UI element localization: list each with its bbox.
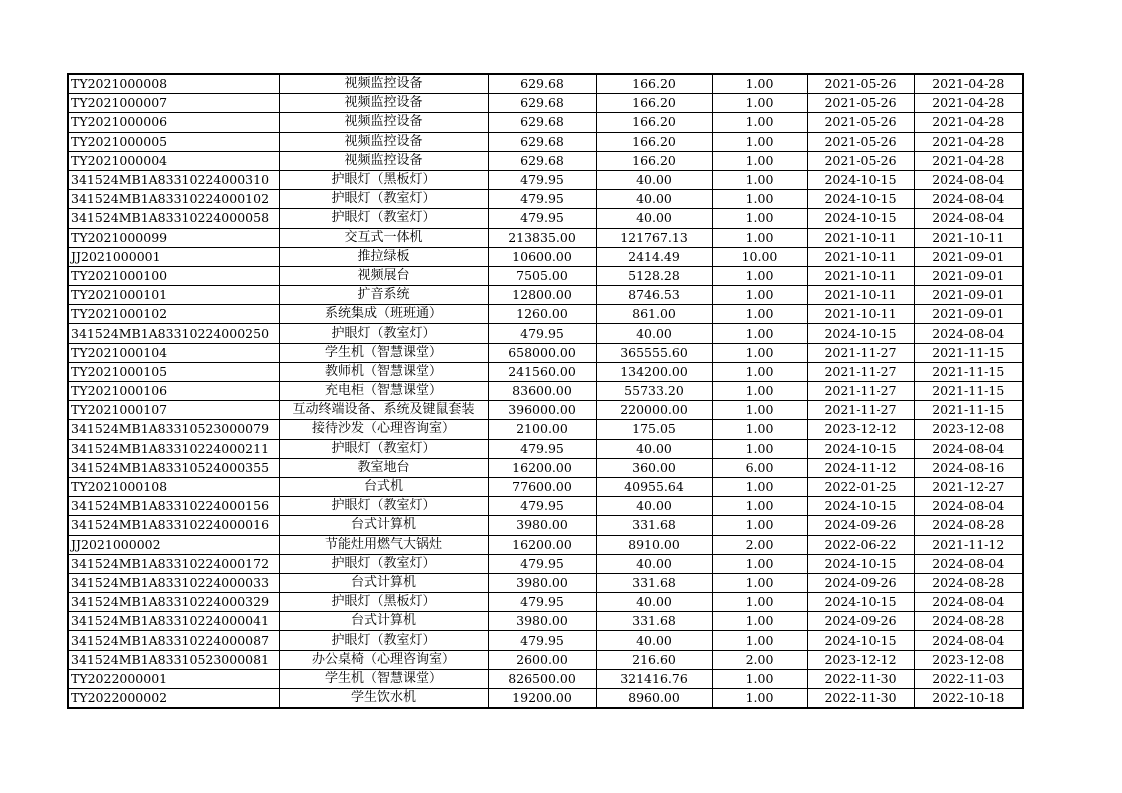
net-value-cell: 5128.28 xyxy=(596,266,712,285)
net-value-cell: 220000.00 xyxy=(596,401,712,420)
net-value-cell: 40.00 xyxy=(596,209,712,228)
table-row xyxy=(68,113,1023,132)
asset-code-cell: 341524MB1A83310224000310 xyxy=(68,170,279,189)
net-value-cell: 216.60 xyxy=(596,650,712,669)
table-row xyxy=(68,420,1023,439)
asset-code-cell: TY2021000007 xyxy=(68,94,279,113)
quantity-cell: 2.00 xyxy=(712,535,807,554)
original-value-cell: 479.95 xyxy=(488,190,596,209)
net-value-cell: 40.00 xyxy=(596,190,712,209)
table-row xyxy=(68,477,1023,496)
net-value-cell: 331.68 xyxy=(596,573,712,592)
original-value-cell: 826500.00 xyxy=(488,669,596,688)
table-row xyxy=(68,401,1023,420)
quantity-cell: 1.00 xyxy=(712,343,807,362)
asset-code-cell: TY2021000099 xyxy=(68,228,279,247)
asset-name-cell: 接待沙发（心理咨询室） xyxy=(279,420,488,439)
asset-name-cell: 护眼灯（教室灯） xyxy=(279,631,488,650)
quantity-cell: 1.00 xyxy=(712,132,807,151)
date-cell: 2024-10-15 xyxy=(807,190,914,209)
original-value-cell: 2100.00 xyxy=(488,420,596,439)
asset-name-cell: 办公桌椅（心理咨询室） xyxy=(279,650,488,669)
net-value-cell: 134200.00 xyxy=(596,362,712,381)
asset-code-cell: 341524MB1A83310524000355 xyxy=(68,458,279,477)
asset-name-cell: 台式计算机 xyxy=(279,516,488,535)
original-value-cell: 3980.00 xyxy=(488,573,596,592)
table-row xyxy=(68,593,1023,612)
table-row xyxy=(68,228,1023,247)
asset-code-cell: TY2021000006 xyxy=(68,113,279,132)
original-value-cell: 479.95 xyxy=(488,497,596,516)
quantity-cell: 1.00 xyxy=(712,497,807,516)
date-cell: 2024-09-26 xyxy=(807,516,914,535)
date-cell: 2021-11-27 xyxy=(807,343,914,362)
date-cell: 2022-01-25 xyxy=(807,477,914,496)
table-row xyxy=(68,669,1023,688)
date-cell: 2024-10-15 xyxy=(807,209,914,228)
table-row xyxy=(68,305,1023,324)
date-cell: 2022-06-22 xyxy=(807,535,914,554)
asset-name-cell: 护眼灯（教室灯） xyxy=(279,324,488,343)
asset-code-cell: 341524MB1A83310224000102 xyxy=(68,190,279,209)
date-cell: 2021-05-26 xyxy=(807,132,914,151)
acquisition-date-cell: 2021-04-28 xyxy=(914,74,1023,94)
net-value-cell: 40.00 xyxy=(596,324,712,343)
asset-name-cell: 护眼灯（教室灯） xyxy=(279,190,488,209)
asset-code-cell: TY2022000001 xyxy=(68,669,279,688)
asset-name-cell: 充电柜（智慧课堂） xyxy=(279,382,488,401)
table-row xyxy=(68,170,1023,189)
quantity-cell: 1.00 xyxy=(712,94,807,113)
original-value-cell: 1260.00 xyxy=(488,305,596,324)
table-row xyxy=(68,535,1023,554)
acquisition-date-cell: 2021-10-11 xyxy=(914,228,1023,247)
quantity-cell: 6.00 xyxy=(712,458,807,477)
asset-name-cell: 护眼灯（黑板灯） xyxy=(279,170,488,189)
net-value-cell: 40.00 xyxy=(596,631,712,650)
table-row xyxy=(68,497,1023,516)
date-cell: 2021-10-11 xyxy=(807,266,914,285)
quantity-cell: 1.00 xyxy=(712,228,807,247)
asset-name-cell: 学生机（智慧课堂） xyxy=(279,669,488,688)
table-row xyxy=(68,151,1023,170)
original-value-cell: 213835.00 xyxy=(488,228,596,247)
original-value-cell: 479.95 xyxy=(488,324,596,343)
asset-code-cell: TY2021000005 xyxy=(68,132,279,151)
acquisition-date-cell: 2024-08-04 xyxy=(914,324,1023,343)
acquisition-date-cell: 2021-12-27 xyxy=(914,477,1023,496)
quantity-cell: 1.00 xyxy=(712,362,807,381)
asset-table xyxy=(67,73,1024,709)
table-row xyxy=(68,362,1023,381)
asset-name-cell: 视频监控设备 xyxy=(279,151,488,170)
asset-code-cell: TY2021000004 xyxy=(68,151,279,170)
net-value-cell: 360.00 xyxy=(596,458,712,477)
asset-name-cell: 教师机（智慧课堂） xyxy=(279,362,488,381)
quantity-cell: 1.00 xyxy=(712,554,807,573)
table-row xyxy=(68,439,1023,458)
date-cell: 2024-10-15 xyxy=(807,631,914,650)
asset-code-cell: 341524MB1A83310224000172 xyxy=(68,554,279,573)
net-value-cell: 166.20 xyxy=(596,132,712,151)
date-cell: 2021-10-11 xyxy=(807,247,914,266)
date-cell: 2021-11-27 xyxy=(807,382,914,401)
quantity-cell: 1.00 xyxy=(712,266,807,285)
asset-code-cell: 341524MB1A83310224000156 xyxy=(68,497,279,516)
date-cell: 2024-10-15 xyxy=(807,554,914,573)
table-row xyxy=(68,209,1023,228)
date-cell: 2024-10-15 xyxy=(807,497,914,516)
quantity-cell: 1.00 xyxy=(712,190,807,209)
quantity-cell: 1.00 xyxy=(712,420,807,439)
original-value-cell: 83600.00 xyxy=(488,382,596,401)
acquisition-date-cell: 2024-08-04 xyxy=(914,170,1023,189)
table-row xyxy=(68,573,1023,592)
asset-name-cell: 护眼灯（教室灯） xyxy=(279,497,488,516)
quantity-cell: 1.00 xyxy=(712,477,807,496)
table-row xyxy=(68,382,1023,401)
asset-name-cell: 视频监控设备 xyxy=(279,74,488,94)
original-value-cell: 77600.00 xyxy=(488,477,596,496)
net-value-cell: 321416.76 xyxy=(596,669,712,688)
acquisition-date-cell: 2024-08-04 xyxy=(914,631,1023,650)
asset-code-cell: 341524MB1A83310224000041 xyxy=(68,612,279,631)
acquisition-date-cell: 2024-08-04 xyxy=(914,209,1023,228)
asset-name-cell: 台式计算机 xyxy=(279,612,488,631)
acquisition-date-cell: 2024-08-04 xyxy=(914,190,1023,209)
original-value-cell: 479.95 xyxy=(488,439,596,458)
acquisition-date-cell: 2022-10-18 xyxy=(914,689,1023,709)
acquisition-date-cell: 2021-04-28 xyxy=(914,151,1023,170)
asset-code-cell: TY2021000108 xyxy=(68,477,279,496)
net-value-cell: 40.00 xyxy=(596,439,712,458)
table-row xyxy=(68,343,1023,362)
asset-code-cell: 341524MB1A83310224000016 xyxy=(68,516,279,535)
table-row xyxy=(68,247,1023,266)
net-value-cell: 175.05 xyxy=(596,420,712,439)
table-row xyxy=(68,74,1023,94)
table-row xyxy=(68,324,1023,343)
table-row xyxy=(68,631,1023,650)
acquisition-date-cell: 2024-08-28 xyxy=(914,516,1023,535)
asset-name-cell: 学生饮水机 xyxy=(279,689,488,709)
net-value-cell: 40.00 xyxy=(596,554,712,573)
quantity-cell: 1.00 xyxy=(712,286,807,305)
table-row xyxy=(68,554,1023,573)
date-cell: 2022-11-30 xyxy=(807,669,914,688)
net-value-cell: 8960.00 xyxy=(596,689,712,709)
asset-name-cell: 学生机（智慧课堂） xyxy=(279,343,488,362)
acquisition-date-cell: 2021-11-12 xyxy=(914,535,1023,554)
quantity-cell: 1.00 xyxy=(712,305,807,324)
asset-name-cell: 视频监控设备 xyxy=(279,113,488,132)
original-value-cell: 629.68 xyxy=(488,151,596,170)
net-value-cell: 861.00 xyxy=(596,305,712,324)
table-row xyxy=(68,132,1023,151)
asset-name-cell: 护眼灯（教室灯） xyxy=(279,439,488,458)
asset-code-cell: TY2021000008 xyxy=(68,74,279,94)
asset-code-cell: TY2022000002 xyxy=(68,689,279,709)
asset-code-cell: TY2021000100 xyxy=(68,266,279,285)
date-cell: 2024-10-15 xyxy=(807,324,914,343)
net-value-cell: 40955.64 xyxy=(596,477,712,496)
quantity-cell: 1.00 xyxy=(712,151,807,170)
quantity-cell: 1.00 xyxy=(712,439,807,458)
date-cell: 2023-12-12 xyxy=(807,650,914,669)
asset-code-cell: TY2021000105 xyxy=(68,362,279,381)
net-value-cell: 55733.20 xyxy=(596,382,712,401)
asset-name-cell: 推拉绿板 xyxy=(279,247,488,266)
asset-name-cell: 扩音系统 xyxy=(279,286,488,305)
acquisition-date-cell: 2024-08-04 xyxy=(914,497,1023,516)
quantity-cell: 10.00 xyxy=(712,247,807,266)
date-cell: 2021-10-11 xyxy=(807,305,914,324)
net-value-cell: 8910.00 xyxy=(596,535,712,554)
net-value-cell: 331.68 xyxy=(596,612,712,631)
acquisition-date-cell: 2021-04-28 xyxy=(914,113,1023,132)
table-row xyxy=(68,689,1023,709)
date-cell: 2021-05-26 xyxy=(807,74,914,94)
date-cell: 2021-11-27 xyxy=(807,362,914,381)
original-value-cell: 16200.00 xyxy=(488,458,596,477)
original-value-cell: 10600.00 xyxy=(488,247,596,266)
asset-code-cell: 341524MB1A83310224000087 xyxy=(68,631,279,650)
date-cell: 2024-10-15 xyxy=(807,170,914,189)
original-value-cell: 3980.00 xyxy=(488,516,596,535)
acquisition-date-cell: 2023-12-08 xyxy=(914,420,1023,439)
table-row xyxy=(68,650,1023,669)
date-cell: 2021-05-26 xyxy=(807,94,914,113)
date-cell: 2024-11-12 xyxy=(807,458,914,477)
original-value-cell: 479.95 xyxy=(488,209,596,228)
table-row xyxy=(68,286,1023,305)
original-value-cell: 629.68 xyxy=(488,113,596,132)
asset-name-cell: 护眼灯（教室灯） xyxy=(279,554,488,573)
date-cell: 2023-12-12 xyxy=(807,420,914,439)
table-row xyxy=(68,458,1023,477)
asset-code-cell: TY2021000101 xyxy=(68,286,279,305)
date-cell: 2024-10-15 xyxy=(807,593,914,612)
quantity-cell: 1.00 xyxy=(712,689,807,709)
net-value-cell: 166.20 xyxy=(596,74,712,94)
date-cell: 2024-09-26 xyxy=(807,573,914,592)
acquisition-date-cell: 2021-09-01 xyxy=(914,305,1023,324)
asset-code-cell: 341524MB1A83310523000079 xyxy=(68,420,279,439)
table-row xyxy=(68,190,1023,209)
quantity-cell: 1.00 xyxy=(712,382,807,401)
net-value-cell: 2414.49 xyxy=(596,247,712,266)
asset-name-cell: 互动终端设备、系统及键鼠套装 xyxy=(279,401,488,420)
net-value-cell: 166.20 xyxy=(596,151,712,170)
original-value-cell: 7505.00 xyxy=(488,266,596,285)
date-cell: 2021-05-26 xyxy=(807,151,914,170)
date-cell: 2021-11-27 xyxy=(807,401,914,420)
net-value-cell: 40.00 xyxy=(596,170,712,189)
asset-code-cell: TY2021000106 xyxy=(68,382,279,401)
original-value-cell: 396000.00 xyxy=(488,401,596,420)
quantity-cell: 1.00 xyxy=(712,209,807,228)
acquisition-date-cell: 2024-08-04 xyxy=(914,439,1023,458)
date-cell: 2021-10-11 xyxy=(807,286,914,305)
quantity-cell: 1.00 xyxy=(712,516,807,535)
date-cell: 2024-09-26 xyxy=(807,612,914,631)
net-value-cell: 365555.60 xyxy=(596,343,712,362)
acquisition-date-cell: 2024-08-28 xyxy=(914,612,1023,631)
acquisition-date-cell: 2021-04-28 xyxy=(914,132,1023,151)
acquisition-date-cell: 2024-08-16 xyxy=(914,458,1023,477)
asset-code-cell: 341524MB1A83310523000081 xyxy=(68,650,279,669)
original-value-cell: 629.68 xyxy=(488,132,596,151)
asset-code-cell: JJ2021000002 xyxy=(68,535,279,554)
acquisition-date-cell: 2024-08-04 xyxy=(914,593,1023,612)
acquisition-date-cell: 2021-09-01 xyxy=(914,247,1023,266)
quantity-cell: 1.00 xyxy=(712,170,807,189)
acquisition-date-cell: 2022-11-03 xyxy=(914,669,1023,688)
asset-name-cell: 教室地台 xyxy=(279,458,488,477)
quantity-cell: 1.00 xyxy=(712,401,807,420)
asset-code-cell: TY2021000107 xyxy=(68,401,279,420)
quantity-cell: 1.00 xyxy=(712,324,807,343)
date-cell: 2022-11-30 xyxy=(807,689,914,709)
acquisition-date-cell: 2021-11-15 xyxy=(914,401,1023,420)
acquisition-date-cell: 2021-11-15 xyxy=(914,362,1023,381)
net-value-cell: 40.00 xyxy=(596,593,712,612)
original-value-cell: 479.95 xyxy=(488,593,596,612)
asset-name-cell: 视频监控设备 xyxy=(279,94,488,113)
asset-name-cell: 护眼灯（黑板灯） xyxy=(279,593,488,612)
asset-code-cell: 341524MB1A83310224000033 xyxy=(68,573,279,592)
table-row xyxy=(68,266,1023,285)
original-value-cell: 12800.00 xyxy=(488,286,596,305)
asset-name-cell: 台式机 xyxy=(279,477,488,496)
asset-code-cell: 341524MB1A83310224000329 xyxy=(68,593,279,612)
acquisition-date-cell: 2021-04-28 xyxy=(914,94,1023,113)
net-value-cell: 331.68 xyxy=(596,516,712,535)
table-row xyxy=(68,516,1023,535)
original-value-cell: 629.68 xyxy=(488,74,596,94)
net-value-cell: 166.20 xyxy=(596,113,712,132)
quantity-cell: 2.00 xyxy=(712,650,807,669)
original-value-cell: 3980.00 xyxy=(488,612,596,631)
quantity-cell: 1.00 xyxy=(712,669,807,688)
asset-name-cell: 台式计算机 xyxy=(279,573,488,592)
acquisition-date-cell: 2021-11-15 xyxy=(914,343,1023,362)
quantity-cell: 1.00 xyxy=(712,113,807,132)
asset-code-cell: JJ2021000001 xyxy=(68,247,279,266)
acquisition-date-cell: 2021-09-01 xyxy=(914,286,1023,305)
date-cell: 2021-10-11 xyxy=(807,228,914,247)
original-value-cell: 658000.00 xyxy=(488,343,596,362)
net-value-cell: 40.00 xyxy=(596,497,712,516)
asset-name-cell: 交互式一体机 xyxy=(279,228,488,247)
quantity-cell: 1.00 xyxy=(712,573,807,592)
asset-name-cell: 节能灶用燃气大锅灶 xyxy=(279,535,488,554)
asset-name-cell: 视频监控设备 xyxy=(279,132,488,151)
quantity-cell: 1.00 xyxy=(712,74,807,94)
original-value-cell: 16200.00 xyxy=(488,535,596,554)
asset-code-cell: TY2021000102 xyxy=(68,305,279,324)
acquisition-date-cell: 2024-08-28 xyxy=(914,573,1023,592)
quantity-cell: 1.00 xyxy=(712,593,807,612)
asset-code-cell: 341524MB1A83310224000058 xyxy=(68,209,279,228)
net-value-cell: 8746.53 xyxy=(596,286,712,305)
asset-code-cell: 341524MB1A83310224000250 xyxy=(68,324,279,343)
acquisition-date-cell: 2024-08-04 xyxy=(914,554,1023,573)
acquisition-date-cell: 2021-09-01 xyxy=(914,266,1023,285)
original-value-cell: 19200.00 xyxy=(488,689,596,709)
date-cell: 2021-05-26 xyxy=(807,113,914,132)
net-value-cell: 121767.13 xyxy=(596,228,712,247)
date-cell: 2024-10-15 xyxy=(807,439,914,458)
quantity-cell: 1.00 xyxy=(712,612,807,631)
original-value-cell: 479.95 xyxy=(488,631,596,650)
acquisition-date-cell: 2021-11-15 xyxy=(914,382,1023,401)
net-value-cell: 166.20 xyxy=(596,94,712,113)
asset-name-cell: 护眼灯（教室灯） xyxy=(279,209,488,228)
asset-code-cell: 341524MB1A83310224000211 xyxy=(68,439,279,458)
asset-table-body xyxy=(68,74,1023,708)
quantity-cell: 1.00 xyxy=(712,631,807,650)
original-value-cell: 479.95 xyxy=(488,554,596,573)
table-row xyxy=(68,94,1023,113)
original-value-cell: 2600.00 xyxy=(488,650,596,669)
asset-name-cell: 系统集成（班班通） xyxy=(279,305,488,324)
original-value-cell: 479.95 xyxy=(488,170,596,189)
acquisition-date-cell: 2023-12-08 xyxy=(914,650,1023,669)
original-value-cell: 241560.00 xyxy=(488,362,596,381)
table-row xyxy=(68,612,1023,631)
asset-name-cell: 视频展台 xyxy=(279,266,488,285)
asset-code-cell: TY2021000104 xyxy=(68,343,279,362)
original-value-cell: 629.68 xyxy=(488,94,596,113)
